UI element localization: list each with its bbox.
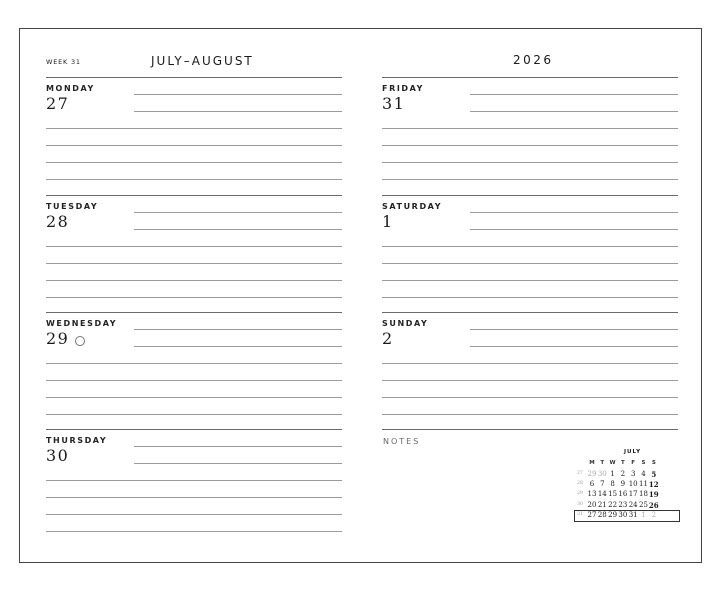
title-line — [134, 212, 342, 213]
calendar-day: 17 — [628, 490, 638, 499]
title-line — [134, 446, 342, 447]
calendar-day: 23 — [618, 500, 628, 509]
ruled-line — [46, 179, 342, 180]
day-name-monday: MONDAY — [46, 84, 95, 93]
weekday-header: S — [651, 460, 656, 466]
ruled-line — [46, 363, 342, 364]
day-number: 27 — [46, 94, 70, 113]
planner-page — [19, 28, 702, 563]
ruled-line — [46, 246, 342, 247]
section-divider — [46, 429, 342, 430]
title-line — [470, 94, 678, 95]
section-divider — [46, 195, 342, 196]
ruled-line — [46, 263, 342, 264]
section-divider — [382, 195, 678, 196]
ruled-line — [46, 297, 342, 298]
week-number: 28 — [577, 481, 583, 487]
calendar-day: 11 — [639, 480, 648, 489]
title-line — [134, 463, 342, 464]
day-name-wednesday: WEDNESDAY — [46, 319, 118, 328]
calendar-day: 1 — [641, 510, 646, 519]
section-divider — [382, 312, 678, 313]
calendar-day: 25 — [639, 500, 648, 509]
week-number: 27 — [577, 471, 583, 476]
ruled-line — [382, 162, 678, 163]
calendar-day: 10 — [628, 480, 638, 489]
calendar-day: 4 — [641, 470, 646, 478]
calendar-day: 27 — [587, 510, 597, 519]
calendar-day: 2 — [620, 470, 626, 478]
weekday-header: T — [621, 460, 625, 466]
week-number: 29 — [577, 491, 583, 497]
title-line — [134, 329, 342, 330]
mini-calendar-title: JULY — [624, 449, 642, 455]
section-divider — [382, 77, 678, 78]
weekday-header: T — [600, 460, 605, 466]
ruled-line — [46, 128, 342, 129]
ruled-line — [46, 514, 342, 515]
calendar-day: 7 — [600, 480, 605, 489]
day-name-saturday: SATURDAY — [382, 202, 443, 211]
day-name-tuesday: TUESDAY — [46, 202, 99, 211]
day-name-thursday: THURSDAY — [46, 436, 108, 445]
ruled-line — [382, 297, 678, 298]
calendar-day: 21 — [597, 500, 607, 509]
ruled-line — [46, 414, 342, 415]
calendar-day: 5 — [651, 470, 657, 479]
weekday-header: F — [631, 460, 636, 466]
calendar-day: 19 — [648, 490, 659, 500]
calendar-day: 29 — [587, 470, 597, 478]
calendar-day: 9 — [620, 480, 626, 489]
calendar-day: 30 — [618, 510, 628, 519]
calendar-day: 30 — [597, 470, 607, 478]
month-range: JULY–AUGUST — [151, 54, 254, 68]
ruled-line — [46, 531, 342, 532]
day-number: 29 — [46, 329, 70, 348]
ruled-line — [382, 280, 678, 281]
calendar-day: 12 — [648, 480, 659, 490]
title-line — [134, 111, 342, 112]
title-line — [134, 229, 342, 230]
ruled-line — [382, 397, 678, 398]
full-moon-icon — [75, 336, 85, 346]
calendar-day: 18 — [639, 490, 648, 499]
ruled-line — [382, 145, 678, 146]
calendar-day: 16 — [618, 490, 628, 499]
weekday-header: M — [589, 460, 595, 466]
calendar-day: 13 — [587, 490, 597, 499]
calendar-day: 29 — [608, 510, 618, 519]
calendar-day: 3 — [630, 470, 636, 478]
day-number: 30 — [46, 446, 70, 465]
title-line — [470, 111, 678, 112]
ruled-line — [382, 179, 678, 180]
calendar-day: 6 — [589, 480, 595, 489]
week-number: 31 — [577, 511, 583, 517]
day-name-sunday: SUNDAY — [382, 319, 429, 328]
week-number: 30 — [577, 501, 583, 507]
title-line — [470, 329, 678, 330]
ruled-line — [46, 280, 342, 281]
ruled-line — [382, 414, 678, 415]
title-line — [470, 346, 678, 347]
calendar-day: 31 — [628, 510, 638, 519]
ruled-line — [382, 128, 678, 129]
day-number: 2 — [382, 329, 394, 348]
day-number: 1 — [382, 212, 394, 231]
ruled-line — [46, 397, 342, 398]
ruled-line — [46, 162, 342, 163]
section-divider — [382, 429, 678, 430]
week-label: WEEK 31 — [46, 58, 81, 66]
notes-label: NOTES — [383, 437, 421, 446]
ruled-line — [382, 246, 678, 247]
section-divider — [46, 312, 342, 313]
ruled-line — [46, 380, 342, 381]
weekday-header: S — [641, 460, 646, 466]
ruled-line — [382, 380, 678, 381]
calendar-day: 15 — [608, 490, 618, 499]
title-line — [470, 212, 678, 213]
ruled-line — [382, 363, 678, 364]
ruled-line — [382, 263, 678, 264]
calendar-day: 14 — [597, 490, 607, 499]
title-line — [470, 229, 678, 230]
calendar-day: 28 — [597, 510, 607, 519]
calendar-day: 26 — [648, 500, 659, 510]
current-week-highlight — [574, 510, 680, 522]
title-line — [134, 346, 342, 347]
calendar-day: 2 — [651, 510, 657, 519]
weekday-header: W — [609, 460, 616, 466]
day-number: 28 — [46, 212, 70, 231]
calendar-day: 1 — [610, 470, 615, 478]
ruled-line — [46, 145, 342, 146]
calendar-day: 8 — [610, 480, 615, 489]
section-divider — [46, 77, 342, 78]
calendar-day: 20 — [587, 500, 597, 509]
ruled-line — [46, 497, 342, 498]
ruled-line — [46, 480, 342, 481]
day-number: 31 — [382, 94, 406, 113]
calendar-day: 22 — [608, 500, 618, 509]
calendar-day: 24 — [628, 500, 638, 509]
year-label: 2026 — [513, 53, 554, 67]
title-line — [134, 94, 342, 95]
day-name-friday: FRIDAY — [382, 84, 425, 93]
